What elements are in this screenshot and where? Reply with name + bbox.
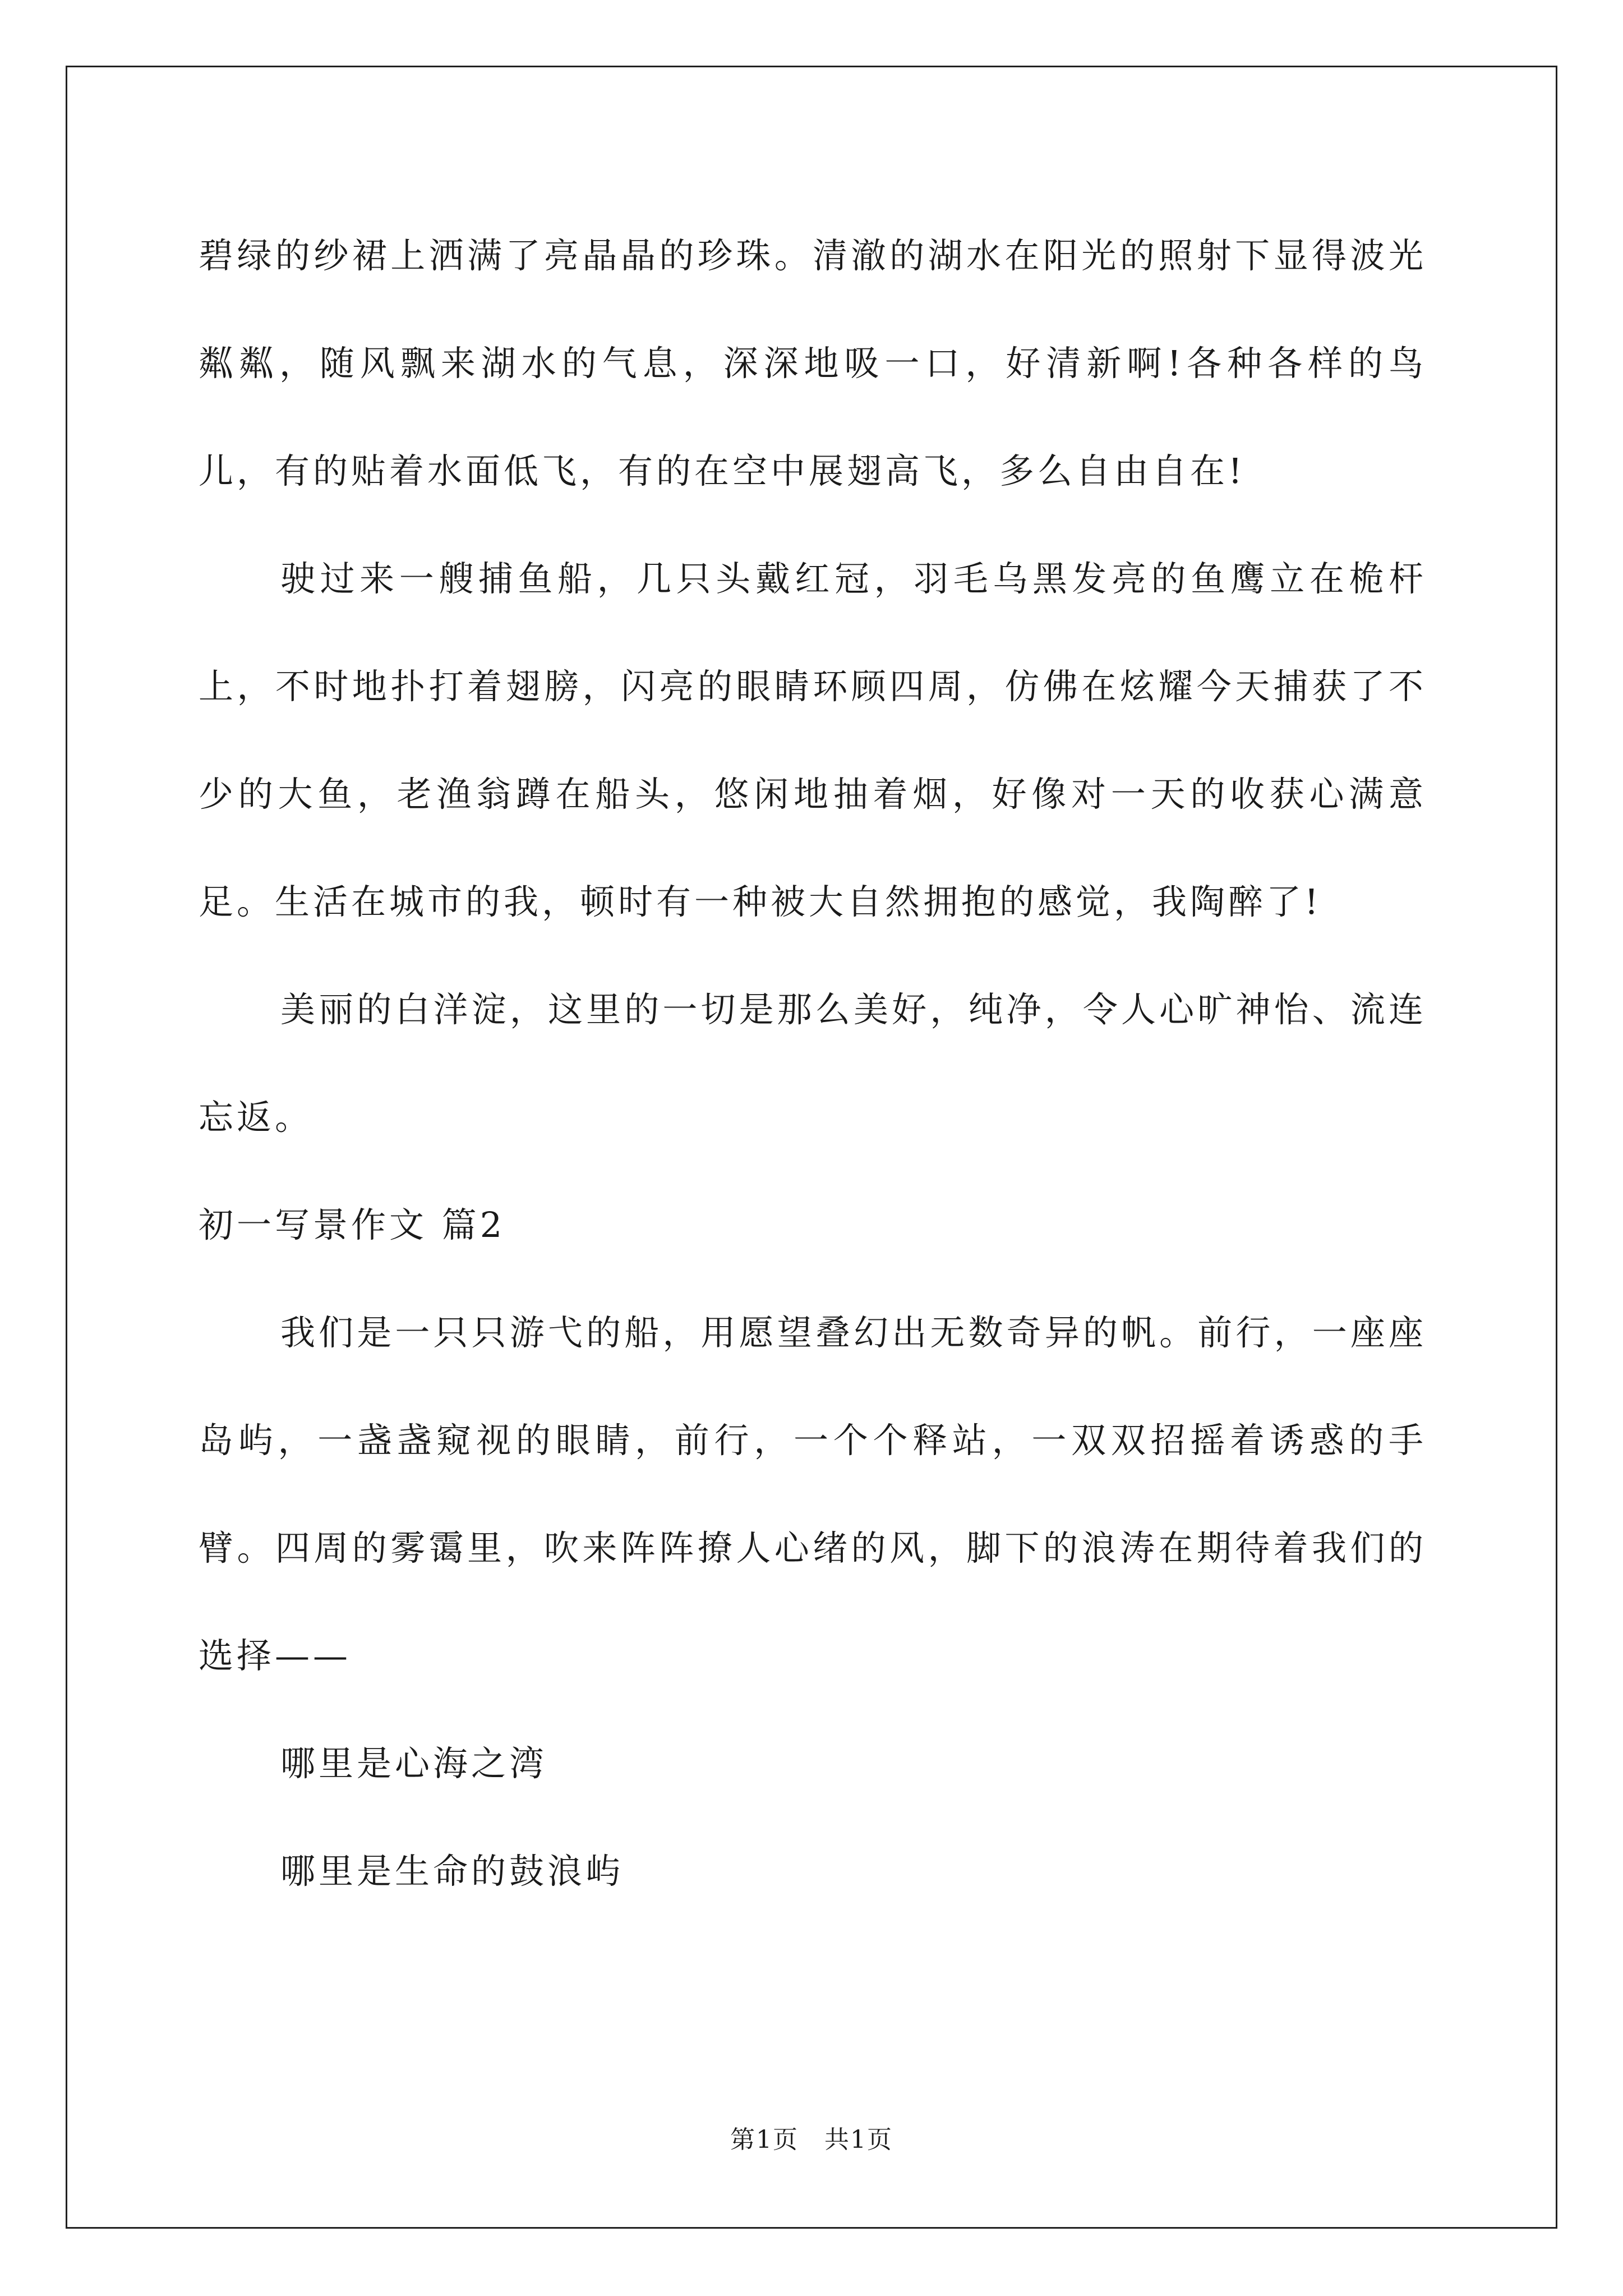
verse-line-2: 哪里是生命的鼓浪屿 bbox=[280, 1851, 624, 1892]
paragraph-3: 美丽的白洋淀，这里的一切是那么美好，纯净，令人心旷神怡、流连忘返。 bbox=[199, 989, 1427, 1138]
page-footer: 第1页 共1页 bbox=[730, 2125, 893, 2154]
verse-line-1: 哪里是心海之湾 bbox=[280, 1743, 548, 1784]
section-heading: 初一写景作文 篇2 bbox=[199, 1204, 506, 1245]
document-body bbox=[199, 202, 1427, 1925]
paragraph-2: 驶过来一艘捕鱼船，几只头戴红冠，羽毛乌黑发亮的鱼鹰立在桅杆上，不时地扑打着翅膀，闪亮的眼睛环顾四周，仿佛在炫耀今天捕获了不少的大鱼，老渔翁蹲在船头，悠闲地抽着烟，好像对一天的收获心满意足。生活在城市的我，顿时有一种被大自然拥抱的感觉，我陶醉了! bbox=[199, 558, 1427, 922]
paragraph-4: 我们是一只只游弋的船，用愿望叠幻出无数奇异的帆。前行，一座座岛屿，一盏盏窥视的眼睛，前行，一个个释站，一双双招摇着诱惑的手臂。四周的雾霭里，吹来阵阵撩人心绪的风，脚下的浪涛在期待着我们的选择—— bbox=[199, 1312, 1427, 1676]
paragraph-1: 碧绿的纱裙上洒满了亮晶晶的珍珠。清澈的湖水在阳光的照射下显得波光粼粼，随风飘来湖水的气息，深深地吸一口，好清新啊!各种各样的鸟儿，有的贴着水面低飞，有的在空中展翅高飞，多么自由自在! bbox=[199, 235, 1427, 491]
